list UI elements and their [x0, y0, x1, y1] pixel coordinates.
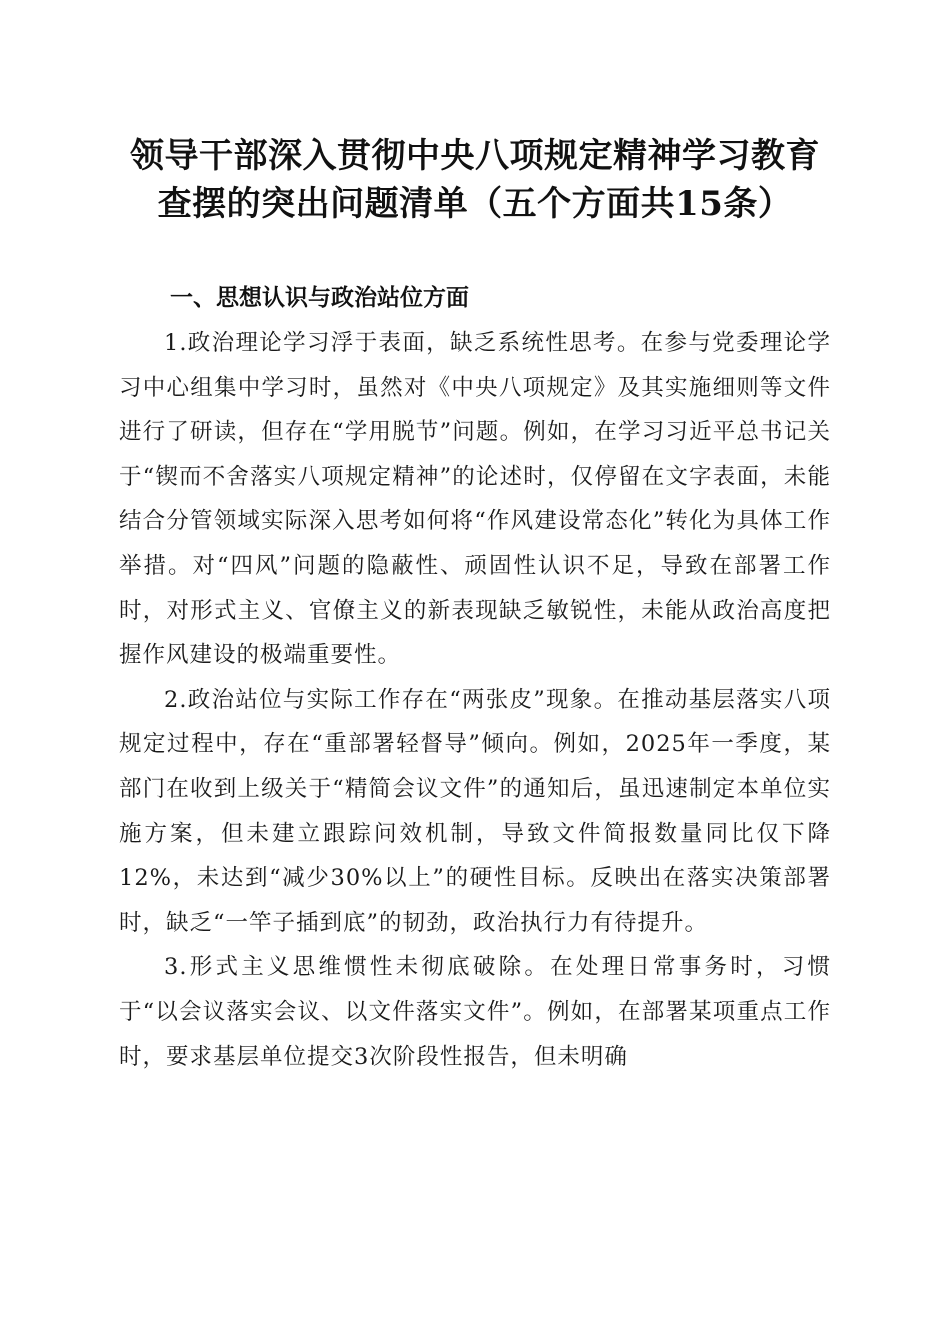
- paragraph-1: 1.政治理论学习浮于表面，缺乏系统性思考。在参与党委理论学习中心组集中学习时，虽然对《中央八项规定》及其实施细则等文件进行了研读，但存在“学用脱节”问题。例如，在学习习近平总书记关于“锲而不舍落实八项规定精神”的论述时，仅停留在文字表面，未能结合分管领域实际深入思考如何将“作风建设常态化”转化为具体工作举措。对“四风”问题的隐蔽性、顽固性认识不足，导致在部署工作时，对形式主义、官僚主义的新表现缺乏敏锐性，未能从政治高度把握作风建设的极端重要性。: [119, 330, 831, 669]
- paragraph-2: 2.政治站位与实际工作存在“两张皮”现象。在推动基层落实八项规定过程中，存在“重部署轻督导”倾向。例如，2025年一季度，某部门在收到上级关于“精简会议文件”的通知后，虽迅速制定本单位实施方案，但未建立跟踪问效机制，导致文件简报数量同比仅下降12%，未达到“减少30%以上”的硬性目标。反映出在落实决策部署时，缺乏“一竿子插到底”的韧劲，政治执行力有待提升。: [119, 686, 831, 936]
- document-title: [100, 132, 850, 228]
- section-heading: 一、思想认识与政治站位方面: [170, 285, 469, 311]
- title-line-1: 领导干部深入贯彻中央八项规定精神学习教育: [130, 136, 820, 176]
- title-line-2: 查摆的突出问题清单（五个方面共15条）: [157, 184, 793, 224]
- paragraph-3: 3.形式主义思维惯性未彻底破除。在处理日常事务时，习惯于“以会议落实会议、以文件落实文件”。例如，在部署某项重点工作时，要求基层单位提交3次阶段性报告，但未明确: [119, 954, 831, 1070]
- document-body: [119, 321, 831, 1079]
